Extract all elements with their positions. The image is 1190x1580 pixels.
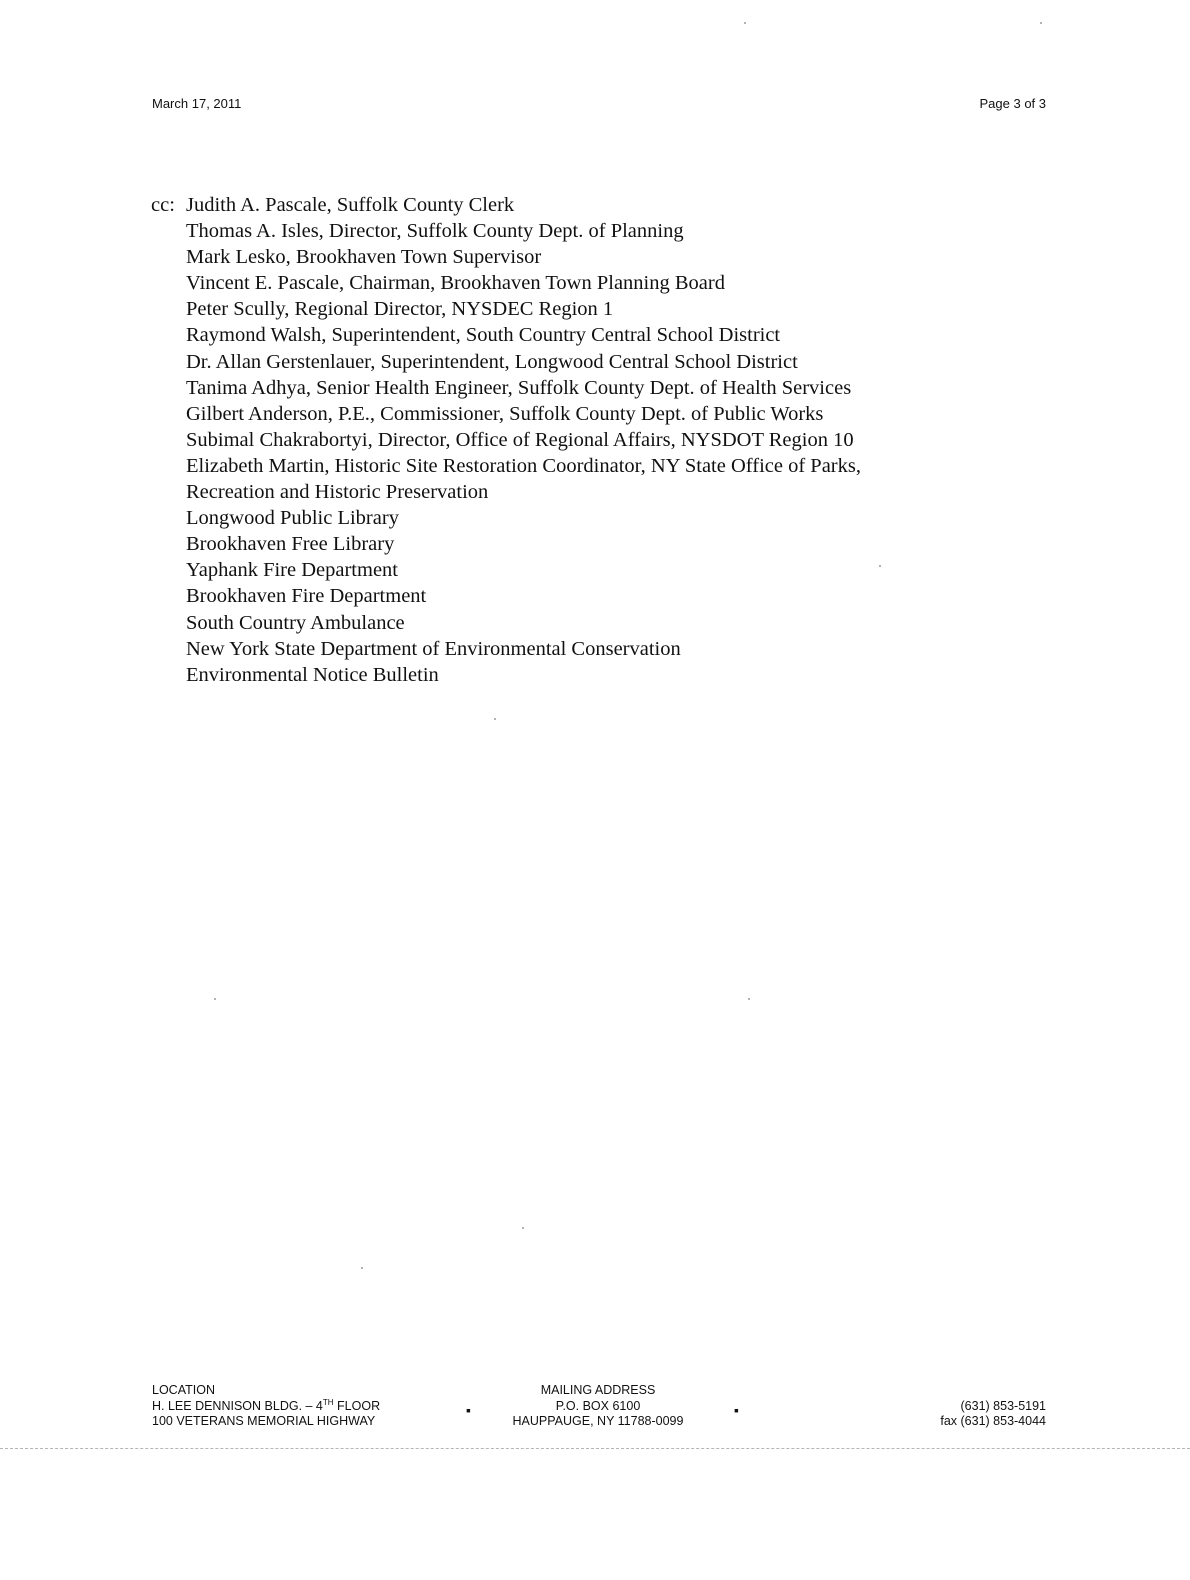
cc-line-first (151, 192, 1011, 218)
footer-phone: (631) 853-5191 (960, 1398, 1046, 1413)
cc-recipient: Vincent E. Pascale, Chairman, Brookhaven Town Planning Board (186, 272, 725, 295)
cc-recipient: Mark Lesko, Brookhaven Town Supervisor (186, 246, 542, 269)
cc-recipient: Peter Scully, Regional Director, NYSDEC Region 1 (186, 298, 614, 321)
cc-recipient: New York State Department of Environmental Conservation (186, 637, 681, 660)
footer-location-floor-suffix: TH (322, 1397, 334, 1407)
scan-artifact-line (0, 1448, 1190, 1449)
cc-recipient: Thomas A. Isles, Director, Suffolk County Dept. of Planning (186, 220, 684, 243)
footer-location-building: H. LEE DENNISON BLDG. – 4 (152, 1398, 323, 1413)
scan-speck (1040, 22, 1042, 24)
footer-contact (940, 1383, 1046, 1430)
cc-recipient: Elizabeth Martin, Historic Site Restoration Coordinator, NY State Office of Parks, (186, 454, 861, 477)
page-number: Page 3 of 3 (979, 96, 1046, 111)
footer-mailing-line1: P.O. BOX 6100 (555, 1398, 641, 1413)
letterhead-footer (152, 1383, 1046, 1443)
cc-recipient: South Country Ambulance (186, 611, 405, 634)
cc-recipient-continuation: Recreation and Historic Preservation (186, 481, 489, 504)
footer-separator: ▪ (734, 1402, 739, 1418)
scan-speck (522, 1227, 524, 1229)
cc-recipient: Dr. Allan Gerstenlauer, Superintendent, Longwood Central School District (186, 350, 798, 373)
cc-recipient: Raymond Walsh, Superintendent, South Country Central School District (186, 324, 781, 347)
footer-location-line1 (152, 1399, 380, 1415)
footer-location-line2: 100 VETERANS MEMORIAL HIGHWAY (152, 1414, 376, 1428)
footer-mailing-label: MAILING ADDRESS (540, 1383, 656, 1397)
cc-recipient: Environmental Notice Bulletin (186, 663, 439, 686)
footer-separator: ▪ (466, 1402, 471, 1418)
scan-speck (361, 1267, 363, 1269)
footer-location-label: LOCATION (152, 1383, 215, 1397)
footer-location (152, 1383, 380, 1430)
scan-speck (748, 998, 750, 1000)
footer-fax: fax (631) 853-4044 (940, 1414, 1046, 1428)
footer-mailing-line2: HAUPPAUGE, NY 11788-0099 (512, 1414, 684, 1428)
cc-recipient: Yaphank Fire Department (186, 559, 398, 582)
cc-recipient: Judith A. Pascale, Suffolk County Clerk (186, 194, 515, 216)
footer-location-floor: FLOOR (333, 1398, 381, 1413)
cc-prefix: cc: (151, 194, 175, 216)
cc-distribution-list (151, 192, 1011, 688)
scan-speck (214, 998, 216, 1000)
scan-speck (744, 22, 746, 24)
scan-speck (494, 718, 496, 720)
cc-recipient: Longwood Public Library (186, 507, 399, 530)
cc-recipient: Subimal Chakrabortyi, Director, Office of Regional Affairs, NYSDOT Region 10 (186, 428, 854, 451)
cc-recipient: Tanima Adhya, Senior Health Engineer, Suffolk County Dept. of Health Services (186, 376, 852, 399)
cc-recipient: Brookhaven Fire Department (186, 585, 427, 608)
footer-mailing-address (498, 1383, 698, 1430)
letter-date: March 17, 2011 (152, 96, 242, 111)
cc-recipient: Brookhaven Free Library (186, 533, 395, 556)
page-header (152, 96, 1046, 116)
scan-speck (879, 565, 881, 567)
cc-recipient: Gilbert Anderson, P.E., Commissioner, Suffolk County Dept. of Public Works (186, 402, 824, 425)
